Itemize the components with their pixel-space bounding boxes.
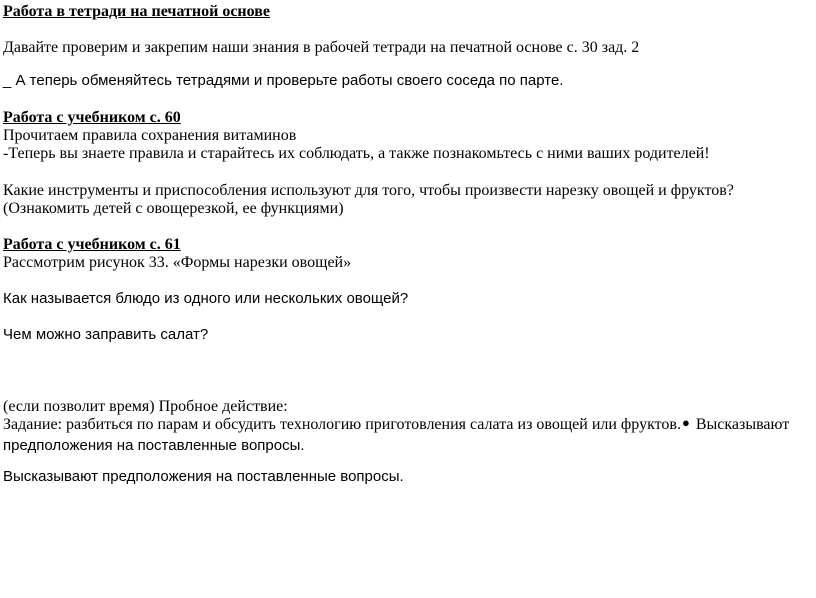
paragraph-line: Высказывают предположения на поставленные вопросы.	[3, 468, 404, 485]
paragraph-line: (если позволит время) Пробное действие:	[3, 398, 288, 415]
paragraph-line: предположения на поставленные вопросы.	[3, 437, 305, 454]
paragraph-line: Как называется блюдо из одного или нескольких овощей?	[3, 290, 409, 307]
paragraph-line: Рассмотрим рисунок 33. «Формы нарезки овощей»	[3, 254, 352, 271]
paragraph-line: _ А теперь обменяйтесь тетрадями и проверьте работы своего соседа по парте.	[3, 72, 564, 89]
task-text-continued: Высказывают	[691, 416, 790, 433]
section-heading-workbook: Работа в тетради на печатной основе	[3, 3, 270, 20]
paragraph-line: -Теперь вы знаете правила и старайтесь их соблюдать, а также познакомьтесь с ними ваших родителей!	[3, 145, 710, 162]
paragraph-line: (Ознакомить детей с овощерезкой, ее функциями)	[3, 200, 344, 217]
section-heading-textbook-p61: Работа с учебником с. 61	[3, 236, 181, 253]
paragraph-line: Какие инструменты и приспособления используют для того, чтобы произвести нарезку овощей и фруктов?	[3, 182, 734, 199]
paragraph-line: Прочитаем правила сохранения витаминов	[3, 127, 297, 144]
paragraph-line: Чем можно заправить салат?	[3, 326, 209, 343]
task-text: Задание: разбиться по парам и обсудить технологию приготовления салата из овощей или фруктов.	[3, 416, 681, 433]
paragraph-line	[3, 415, 789, 435]
paragraph-line: Давайте проверим и закрепим наши знания в рабочей тетради на печатной основе с. 30 зад. 2	[3, 39, 640, 56]
section-heading-textbook-p60: Работа с учебником с. 60	[3, 109, 181, 126]
bullet-icon: ●	[681, 415, 690, 430]
